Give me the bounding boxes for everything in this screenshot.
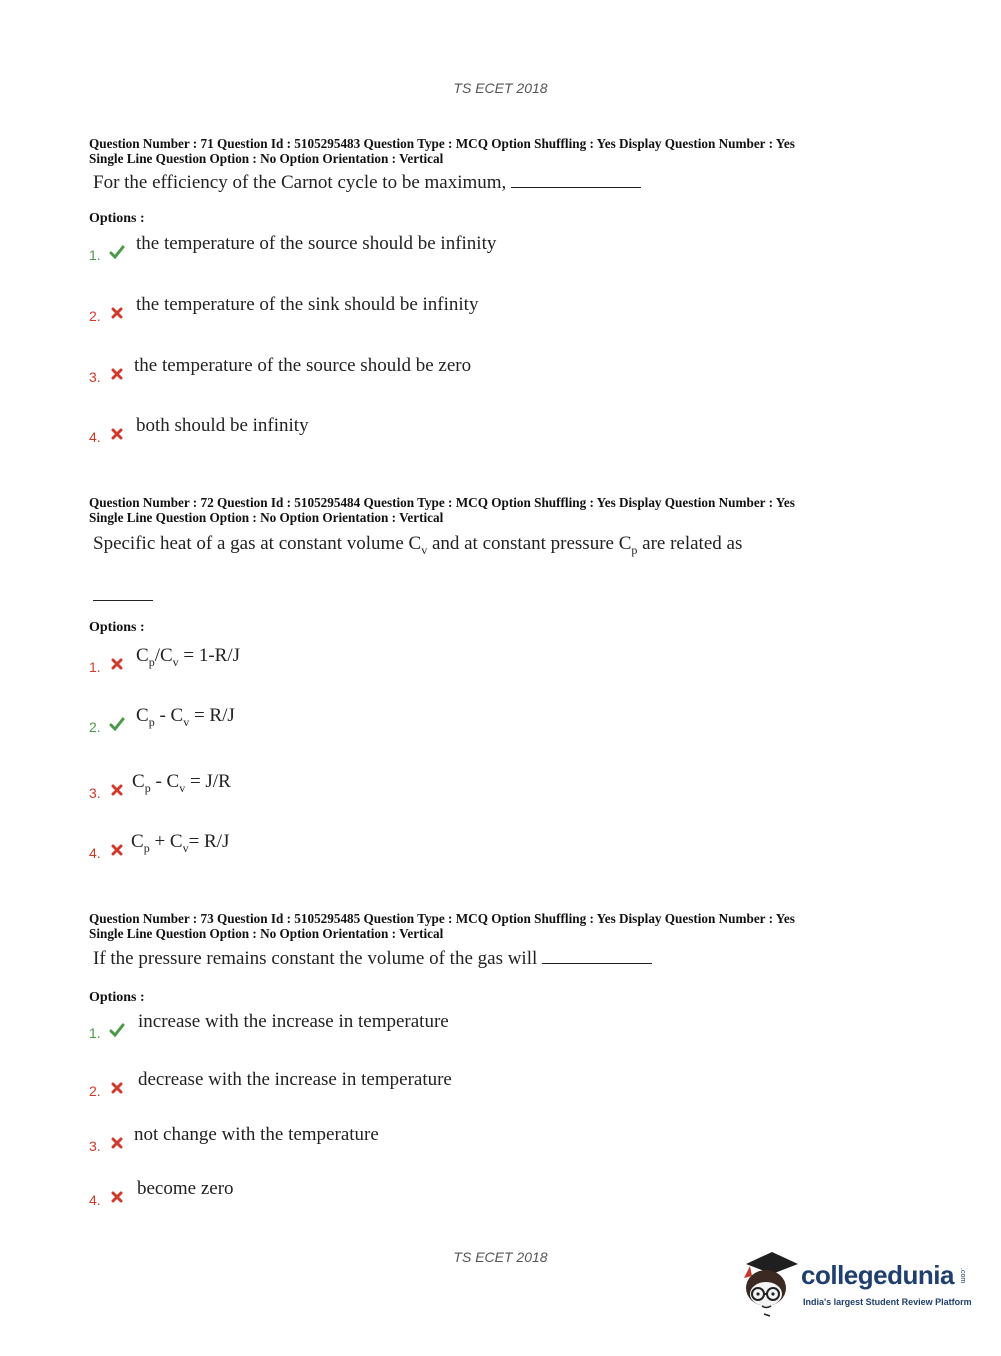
q71-option-1: 1. the temperature of the source should be infinity (89, 233, 497, 263)
options-label: Options : (89, 211, 145, 226)
q72-option-1: 1. $C_p/C_v = 1-R/J$ (89, 645, 241, 675)
collegedunia-logo: collegedunia .com India's largest Student Review Platform (742, 1250, 972, 1320)
cross-icon (109, 1189, 125, 1205)
question-73-meta: Question Number : 73 Question Id : 5105295485 Question Type : MCQ Option Shuffling : Yes Display Question Number : Yes Single Line Question Option : No Option Orientation : Vertical (89, 911, 795, 941)
q72-option-3: 3. $C_p - C_v = J/R$ (89, 771, 231, 801)
q72-option-4: 4. $C_p + C_v= R/J$ (89, 831, 230, 861)
q73-option-2: 2. decrease with the increase in temperature (89, 1069, 452, 1099)
options-label: Options : (89, 620, 145, 635)
question-71-text: For the efficiency of the Carnot cycle to be maximum, (93, 172, 641, 194)
question-73-text: If the pressure remains constant the volume of the gas will (93, 948, 652, 970)
question-72-text: Specific heat of a gas at constant volume $C_v$ and at constant pressure $C_p$ are related as (93, 533, 743, 557)
check-icon (109, 244, 125, 260)
cross-icon (109, 366, 125, 382)
q71-option-3: 3. the temperature of the source should be zero (89, 355, 472, 385)
answer-blank (93, 586, 153, 601)
question-72-meta: Question Number : 72 Question Id : 5105295484 Question Type : MCQ Option Shuffling : Yes Display Question Number : Yes Single Line Question Option : No Option Orientation : Vertical (89, 495, 795, 525)
cross-icon (109, 782, 125, 798)
mascot-icon (742, 1250, 800, 1320)
cross-icon (109, 842, 125, 858)
options-label: Options : (89, 990, 145, 1005)
q71-option-2: 2. the temperature of the sink should be infinity (89, 294, 479, 324)
q73-option-4: 4. become zero (89, 1178, 234, 1208)
cross-icon (109, 656, 125, 672)
q73-option-1: 1. increase with the increase in temperature (89, 1011, 449, 1041)
question-71-meta: Question Number : 71 Question Id : 5105295483 Question Type : MCQ Option Shuffling : Yes Display Question Number : Yes Single Line Question Option : No Option Orientation : Vertical (89, 136, 795, 166)
question-72-blank (93, 585, 153, 607)
answer-blank (511, 173, 641, 188)
cross-icon (109, 305, 125, 321)
page-footer: TS ECET 2018 (453, 1249, 548, 1265)
check-icon (109, 1022, 125, 1038)
check-icon (109, 716, 125, 732)
q71-option-4: 4. both should be infinity (89, 415, 309, 445)
page-header: TS ECET 2018 (453, 80, 548, 96)
q73-option-3: 3. not change with the temperature (89, 1124, 379, 1154)
q72-option-2: 2. $C_p - C_v = R/J$ (89, 705, 235, 735)
cross-icon (109, 1135, 125, 1151)
cross-icon (109, 1080, 125, 1096)
cross-icon (109, 426, 125, 442)
answer-blank (542, 949, 652, 964)
